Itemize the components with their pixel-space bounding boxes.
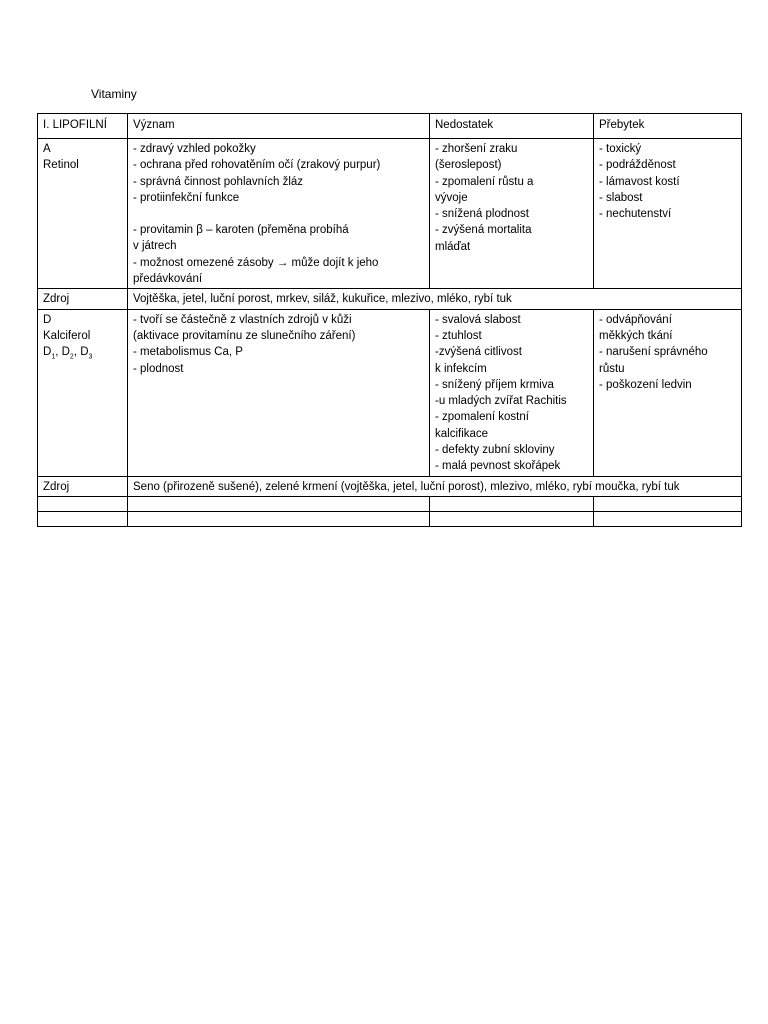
vitamin-a-nedostatek-cell <box>430 139 594 289</box>
empty-cell <box>594 496 742 511</box>
header-vyznam: Význam <box>128 114 430 139</box>
list-item: - zpomalení růstu a <box>435 175 534 188</box>
vitamin-d-prebytek-cell <box>594 309 742 476</box>
list-item: vývoje <box>435 191 468 204</box>
vitamin-d-source-text: Seno (přirozeně sušené), zelené krmení (vojtěška, jetel, luční porost), mlezivo, mléko, rybí moučka, rybí tuk <box>128 476 742 496</box>
vitamin-name: Kalciferol <box>43 329 91 342</box>
list-item: - plodnost <box>133 362 184 375</box>
vitamins-table <box>37 113 742 527</box>
vitamin-letter: D <box>43 313 52 326</box>
list-item: kalcifikace <box>435 427 489 440</box>
vitamin-a-row <box>38 139 742 289</box>
empty-cell <box>38 496 128 511</box>
empty-row <box>38 496 742 511</box>
vitamin-d-nedostatek-cell <box>430 309 594 476</box>
list-item: - možnost omezené zásoby → může dojít k jeho předávkování <box>133 256 379 286</box>
source-label: Zdroj <box>38 476 128 496</box>
vitamin-a-name-cell <box>38 139 128 289</box>
empty-cell <box>128 496 430 511</box>
spacer <box>133 206 425 222</box>
list-item: - zhoršení zraku <box>435 143 518 155</box>
list-item: - slabost <box>599 191 643 204</box>
list-item: - podrážděnost <box>599 159 676 172</box>
list-item: - defekty zubní sklovinу <box>435 444 555 457</box>
empty-cell <box>38 511 128 526</box>
list-item: - tvoří se částečně z vlastních zdrojů v kůži <box>133 313 352 326</box>
list-item: měkkých tkání <box>599 329 673 342</box>
vitamin-a-prebytek-cell <box>594 139 742 289</box>
list-item: - lámavost kostí <box>599 175 680 188</box>
list-item: - nechutenství <box>599 208 672 221</box>
list-item: mláďat <box>435 240 471 253</box>
list-item: - odvápňování <box>599 313 672 326</box>
list-item: - svalová slabost <box>435 313 521 326</box>
list-item: -zvýšená citlivost <box>435 346 522 359</box>
table-header-row <box>38 114 742 139</box>
vitamin-d-name-cell <box>38 309 128 476</box>
header-lipofilni: I. LIPOFILNÍ <box>38 114 128 139</box>
source-label: Zdroj <box>38 289 128 309</box>
vitamin-a-vyznam-cell <box>128 139 430 289</box>
vitamin-a-source-row <box>38 289 742 309</box>
list-item: - zvýšená mortalita <box>435 224 532 237</box>
header-prebytek: Přebytek <box>594 114 742 139</box>
empty-cell <box>594 511 742 526</box>
list-item: - ochrana před rohovatěním očí (zrakový purpur) <box>133 159 381 172</box>
list-item: - protiinfekční funkce <box>133 191 240 204</box>
list-item: - provitamin β – karoten (přeměna probíhá <box>133 224 349 237</box>
list-item: - narušení správného <box>599 346 708 359</box>
list-item: - snížená plodnost <box>435 208 529 221</box>
list-item: růstu <box>599 362 625 375</box>
list-item: - malá pevnost skořápek <box>435 460 561 473</box>
list-item: - snížený příjem krmiva <box>435 378 554 391</box>
list-item: - zdravý vzhled pokožky <box>133 143 256 155</box>
list-item: k infekcím <box>435 362 487 375</box>
list-item: - poškození ledvin <box>599 378 692 391</box>
list-item: v játrech <box>133 240 177 253</box>
vitamin-d-row <box>38 309 742 476</box>
empty-cell <box>128 511 430 526</box>
vitamin-d-vyznam-cell <box>128 309 430 476</box>
vitamin-forms: $D_1$, $D_2$, $D_3$ <box>43 346 93 361</box>
list-item: (šeroslepost) <box>435 159 502 172</box>
list-item: - ztuhlost <box>435 329 482 342</box>
vitamin-d-source-row <box>38 476 742 496</box>
vitamin-a-source-text: Vojtěška, jetel, luční porost, mrkev, siláž, kukuřice, mlezivo, mléko, rybí tuk <box>128 289 742 309</box>
list-item: (aktivace provitamínu ze slunečního záření) <box>133 329 356 342</box>
list-item: - toxický <box>599 143 642 155</box>
vitamin-letter: A <box>43 143 51 155</box>
list-item: -u mladých zvířat Rachitis <box>435 395 567 408</box>
vitamin-name: Retinol <box>43 159 79 172</box>
empty-cell <box>430 496 594 511</box>
empty-row <box>38 511 742 526</box>
empty-cell <box>430 511 594 526</box>
header-nedostatek: Nedostatek <box>430 114 594 139</box>
page-title: Vitaminy <box>91 87 137 101</box>
list-item: - metabolismus Ca, P <box>133 346 243 359</box>
list-item: - správná činnost pohlavních žláz <box>133 175 304 188</box>
list-item: - zpomalení kostní <box>435 411 529 424</box>
